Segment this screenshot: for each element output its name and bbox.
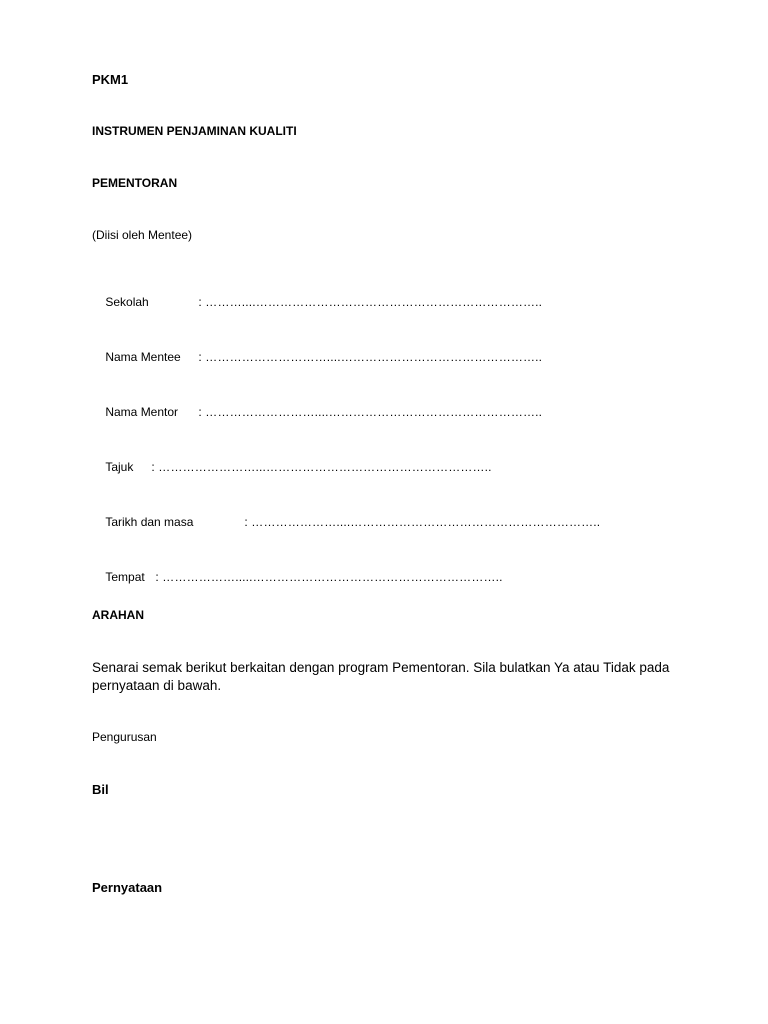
- field-tarikh-dan-masa: [92, 501, 600, 544]
- document-title: INSTRUMEN PENJAMINAN KUALITI: [92, 124, 297, 138]
- arahan-heading: ARAHAN: [92, 608, 144, 622]
- document-subtitle: PEMENTORAN: [92, 176, 178, 190]
- fill-note: (Diisi oleh Mentee): [92, 228, 193, 242]
- field-label: Sekolah: [105, 295, 149, 310]
- field-label: Nama Mentor: [105, 405, 179, 420]
- field-tempat: [92, 556, 503, 599]
- field-blank[interactable]: : ………………………....……………………………………………..: [198, 405, 543, 420]
- field-blank[interactable]: : …………………………....…………………………………………..: [198, 350, 543, 365]
- column-header-bil: Bil: [92, 782, 109, 797]
- field-label: Tajuk: [105, 460, 134, 475]
- field-label: Nama Mentee: [105, 350, 181, 365]
- field-sekolah: [92, 281, 542, 324]
- field-nama-mentor: [92, 391, 542, 434]
- field-nama-mentee: [92, 336, 542, 379]
- field-blank[interactable]: : ……………….....……………………………………………………..: [155, 570, 503, 585]
- field-blank[interactable]: : ……………………...………………………………………………..: [151, 460, 492, 475]
- field-tajuk: [92, 446, 492, 489]
- arahan-text: Senarai semak berikut berkaitan dengan program Pementoran. Sila bulatkan Ya atau Tidak pada pernyataan di bawah.: [92, 660, 670, 693]
- form-code: PKM1: [92, 72, 129, 87]
- field-blank[interactable]: : ………....……………………………………………………………..: [198, 295, 543, 310]
- section-label: Pengurusan: [92, 730, 157, 744]
- column-header-pernyataan: Pernyataan: [92, 880, 163, 895]
- field-label: Tempat: [105, 570, 145, 585]
- field-label: Tarikh dan masa: [105, 515, 194, 530]
- field-blank[interactable]: : …………………....……………………………………………………..: [244, 515, 601, 530]
